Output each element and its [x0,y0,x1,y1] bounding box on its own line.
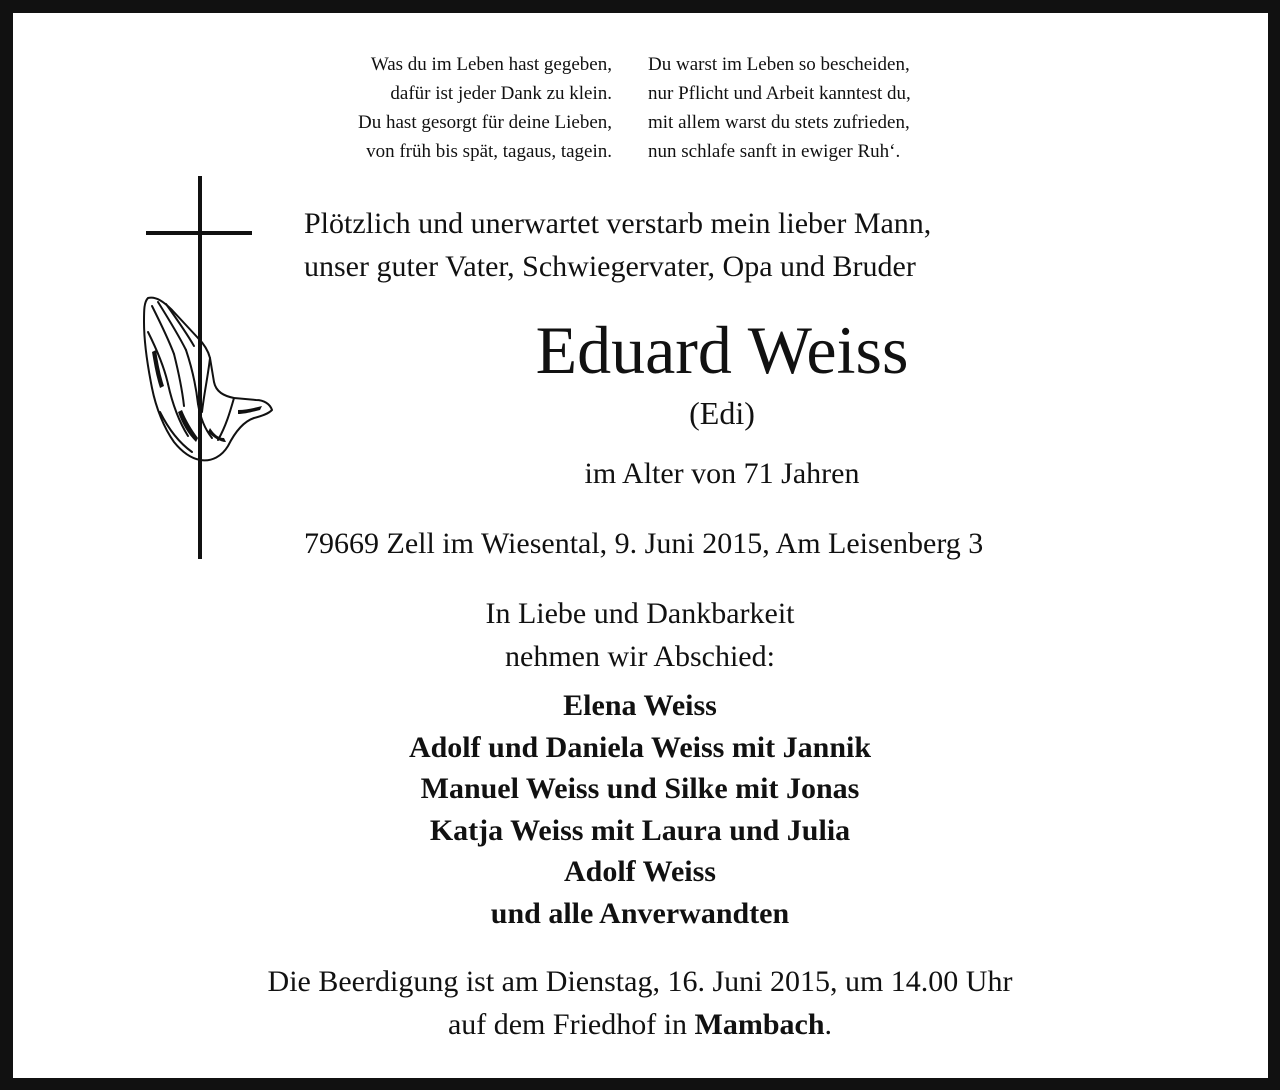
poem-left [180,50,612,166]
announcement [304,202,931,288]
poem-right-line: mit allem warst du stets zufrieden, [648,112,910,133]
announcement-line: Plötzlich und unerwartet verstarb mein lieber Mann, [304,207,932,240]
announcement-line: unser guter Vater, Schwiegervater, Opa und Bruder [304,250,916,283]
deceased-nickname: (Edi) [689,395,755,431]
cross-icon-bar [146,231,252,235]
poem-right-line: Du warst im Leben so bescheiden, [648,54,910,75]
burial-suffix: . [824,1008,833,1041]
poem-right-line: nun schlafe sanft in ewiger Ruh‘. [648,141,901,162]
burial-place: Mambach [694,1008,825,1041]
farewell [0,592,1280,678]
mourner: Adolf Weiss [564,855,716,888]
poem-left-line: von früh bis spät, tagaus, tagein. [366,141,612,162]
mourner: Elena Weiss [563,689,717,722]
mourner: Manuel Weiss und Silke mit Jonas [420,772,860,805]
mourner: Adolf und Daniela Weiss mit Jannik [408,730,872,764]
deceased-name: Eduard Weiss [535,312,909,388]
deceased-age: im Alter von 71 Jahren [584,457,860,490]
burial-location-line [0,1003,1280,1046]
poem-left-line: Du hast gesorgt für deine Lieben, [358,112,612,133]
poem-left-line: Was du im Leben hast gegeben, [370,54,612,75]
burial-line: Die Beerdigung ist am Dienstag, 16. Juni 2015, um 14.00 Uhr [267,965,1013,998]
poem-right-line: nur Pflicht und Arbeit kanntest du, [648,83,911,104]
mourners-list [0,685,1280,934]
place-date: 79669 Zell im Wiesental, 9. Juni 2015, Am Leisenberg 3 [304,527,984,560]
farewell-line: In Liebe und Dankbarkeit [485,597,795,630]
burial-notice [0,960,1280,1046]
burial-prefix: auf dem Friedhof in [447,1008,695,1041]
poem-right [648,50,1148,166]
farewell-line: nehmen wir Abschied: [505,640,775,673]
mourner: Katja Weiss mit Laura und Julia [429,813,851,847]
poem-left-line: dafür ist jeder Dank zu klein. [390,83,612,104]
mourner: und alle Anverwandten [490,896,790,930]
